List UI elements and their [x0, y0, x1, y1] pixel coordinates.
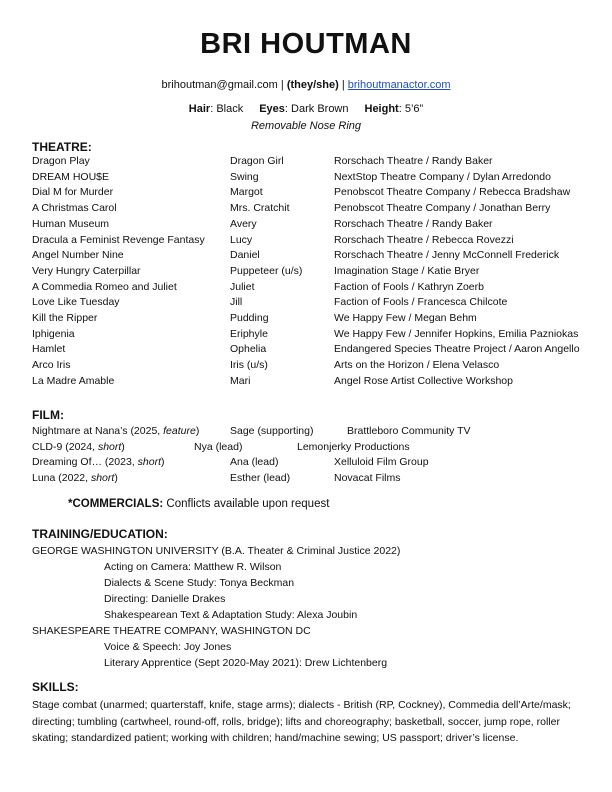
school-stc: SHAKESPEARE THEATRE COMPANY, WASHINGTON DC — [32, 625, 311, 637]
film-company: Xelluloid Film Group — [334, 456, 429, 469]
film-company: Brattleboro Community TV — [347, 425, 471, 437]
theatre-row — [0, 328, 612, 344]
training-section-title: TRAINING/EDUCATION: — [32, 527, 168, 541]
theatre-company: Rorschach Theatre / Randy Baker — [334, 217, 493, 230]
theatre-row — [0, 218, 612, 234]
film-title-text: Nightmare at Nana’s (2025, — [32, 425, 164, 437]
film-title-text: CLD-9 (2024, — [32, 440, 98, 453]
training-item: Literary Apprentice (Sept 2020-May 2021): Drew Lichtenberg — [104, 657, 388, 669]
film-title-text: Luna (2022, — [32, 472, 91, 485]
theatre-company: Imagination Stage / Katie Bryer — [334, 264, 480, 277]
theatre-show: Kill the Ripper — [32, 312, 98, 324]
theatre-show: Arco Iris — [32, 359, 71, 372]
theatre-show: Angel Number Nine — [32, 249, 124, 262]
theatre-company: Faction of Fools / Kathryn Zoerb — [334, 280, 484, 293]
theatre-role: Mrs. Cratchit — [230, 202, 290, 215]
theatre-role: Mari — [230, 374, 251, 387]
theatre-role: Daniel — [230, 249, 260, 262]
physical-stats — [0, 103, 612, 115]
email: brihoutman@gmail.com — [161, 79, 278, 91]
theatre-company: We Happy Few / Megan Behm — [334, 312, 477, 324]
theatre-role: Ophelia — [230, 343, 267, 356]
skills-text: Stage combat (unarmed; quarterstaff, knife, stage arms); dialects - British (RP, Cockney), Commedia dell’Arte/mask; directing; tumbling (cartwheel, round-off, rolls, bridge); lifts and choreography; basketball, soccer, jump rope, roller skating; standardized patient; working with children; hand/machine sewing; US passport; driver’s license. — [32, 699, 571, 744]
theatre-company: Faction of Fools / Francesca Chilcote — [334, 296, 508, 309]
separator: | — [338, 79, 348, 91]
theatre-row — [0, 312, 612, 328]
film-title-close: ) — [195, 425, 200, 437]
theatre-role: Juliet — [230, 280, 255, 293]
film-title — [32, 456, 164, 468]
film-kind: short — [97, 440, 122, 453]
theatre-section-title: THEATRE: — [32, 140, 92, 154]
theatre-company: Angel Rose Artist Collective Workshop — [334, 374, 513, 387]
theatre-role: Puppeteer (u/s) — [230, 264, 303, 277]
film-role: Sage (supporting) — [230, 425, 314, 437]
theatre-company: Arts on the Horizon / Elena Velasco — [334, 359, 500, 372]
theatre-row — [0, 186, 612, 202]
stats-note: Removable Nose Ring — [250, 120, 362, 132]
height-label: Height — [364, 103, 399, 115]
theatre-company: Penobscot Theatre Company / Rebecca Bradshaw — [334, 186, 571, 199]
theatre-row — [0, 265, 612, 281]
hair-value: : Black — [210, 103, 244, 115]
separator: | — [277, 79, 287, 91]
commercials-text: Conflicts available upon request — [163, 498, 330, 510]
theatre-role: Jill — [230, 296, 243, 309]
film-title-close: ) — [160, 456, 165, 469]
film-kind: short — [137, 456, 161, 469]
theatre-row — [0, 343, 612, 359]
film-row — [0, 456, 612, 472]
theatre-row — [0, 249, 612, 265]
film-row — [0, 441, 612, 457]
film-role: Esther (lead) — [230, 472, 291, 485]
contact-line — [0, 79, 612, 91]
theatre-role: Swing — [230, 170, 259, 183]
theatre-show: Love Like Tuesday — [32, 296, 120, 309]
film-title — [32, 472, 118, 484]
training-item: Acting on Camera: Matthew R. Wilson — [104, 561, 282, 573]
hair-label: Hair — [188, 103, 211, 115]
training-item: Shakespearean Text & Adaptation Study: Alexa Joubin — [104, 609, 358, 621]
film-row — [0, 472, 612, 488]
theatre-company: NextStop Theatre Company / Dylan Arredondo — [334, 170, 551, 183]
theatre-role: Dragon Girl — [230, 155, 284, 167]
film-title-close: ) — [121, 440, 125, 453]
theatre-row — [0, 155, 612, 171]
theatre-show: A Christmas Carol — [32, 202, 117, 215]
film-kind: feature — [163, 425, 196, 437]
film-title — [32, 441, 125, 453]
theatre-role: Lucy — [230, 233, 253, 246]
theatre-show: Dracula a Feminist Revenge Fantasy — [32, 233, 205, 246]
theatre-company: Endangered Species Theatre Project / Aaron Angello — [334, 343, 580, 356]
film-kind: short — [90, 472, 115, 485]
theatre-show: La Madre Amable — [32, 374, 115, 387]
film-role: Nya (lead) — [194, 440, 243, 453]
theatre-show: A Commedia Romeo and Juliet — [32, 280, 177, 293]
film-title — [32, 425, 199, 437]
theatre-company: We Happy Few / Jennifer Hopkins, Emilia Pazniokas — [334, 327, 579, 340]
theatre-role: Eriphyle — [230, 327, 268, 340]
school-gwu: GEORGE WASHINGTON UNIVERSITY (B.A. Theater & Criminal Justice 2022) — [32, 545, 401, 557]
website-link[interactable]: brihoutmanactor.com — [347, 79, 451, 91]
theatre-show: Hamlet — [32, 343, 66, 356]
theatre-company: Rorschach Theatre / Jenny McConnell Frederick — [334, 249, 560, 262]
training-item: Dialects & Scene Study: Tonya Beckman — [104, 577, 295, 589]
skills-section-title: SKILLS: — [32, 680, 79, 694]
eyes-label: Eyes — [259, 103, 285, 115]
film-company: Lemonjerky Productions — [297, 440, 410, 453]
theatre-role: Iris (u/s) — [230, 359, 268, 372]
theatre-row — [0, 171, 612, 187]
eyes-value: : Dark Brown — [284, 103, 349, 115]
theatre-row — [0, 296, 612, 312]
theatre-row — [0, 234, 612, 250]
pronouns: (they/she) — [286, 79, 339, 91]
height-value: : 5’6” — [398, 103, 424, 115]
resume-name: BRI HOUTMAN — [200, 28, 412, 60]
theatre-show: Dragon Play — [32, 155, 90, 167]
commercials-line — [68, 498, 329, 510]
film-company: Novacat Films — [334, 472, 401, 485]
theatre-show: Iphigenia — [32, 327, 75, 340]
commercials-label: *COMMERCIALS: — [68, 498, 164, 510]
film-section-title: FILM: — [32, 408, 64, 422]
theatre-row — [0, 359, 612, 375]
theatre-show: Dial M for Murder — [32, 186, 114, 199]
theatre-company: Rorschach Theatre / Rebecca Rovezzi — [334, 233, 514, 246]
theatre-show: DREAM HOU$E — [32, 170, 110, 183]
training-item: Voice & Speech: Joy Jones — [104, 641, 232, 653]
film-role: Ana (lead) — [230, 456, 279, 469]
theatre-row — [0, 375, 612, 391]
theatre-show: Human Museum — [32, 217, 110, 230]
theatre-role: Margot — [230, 186, 263, 199]
theatre-company: Rorschach Theatre / Randy Baker — [334, 155, 493, 167]
theatre-show: Very Hungry Caterpillar — [32, 264, 141, 277]
theatre-company: Penobscot Theatre Company / Jonathan Berry — [334, 202, 551, 215]
theatre-role: Pudding — [230, 312, 269, 324]
film-title-close: ) — [114, 472, 118, 485]
training-item: Directing: Danielle Drakes — [104, 593, 226, 605]
theatre-row — [0, 202, 612, 218]
film-title-text: Dreaming Of… (2023, — [32, 456, 138, 469]
theatre-row — [0, 281, 612, 297]
film-row — [0, 425, 612, 441]
theatre-role: Avery — [230, 217, 257, 230]
